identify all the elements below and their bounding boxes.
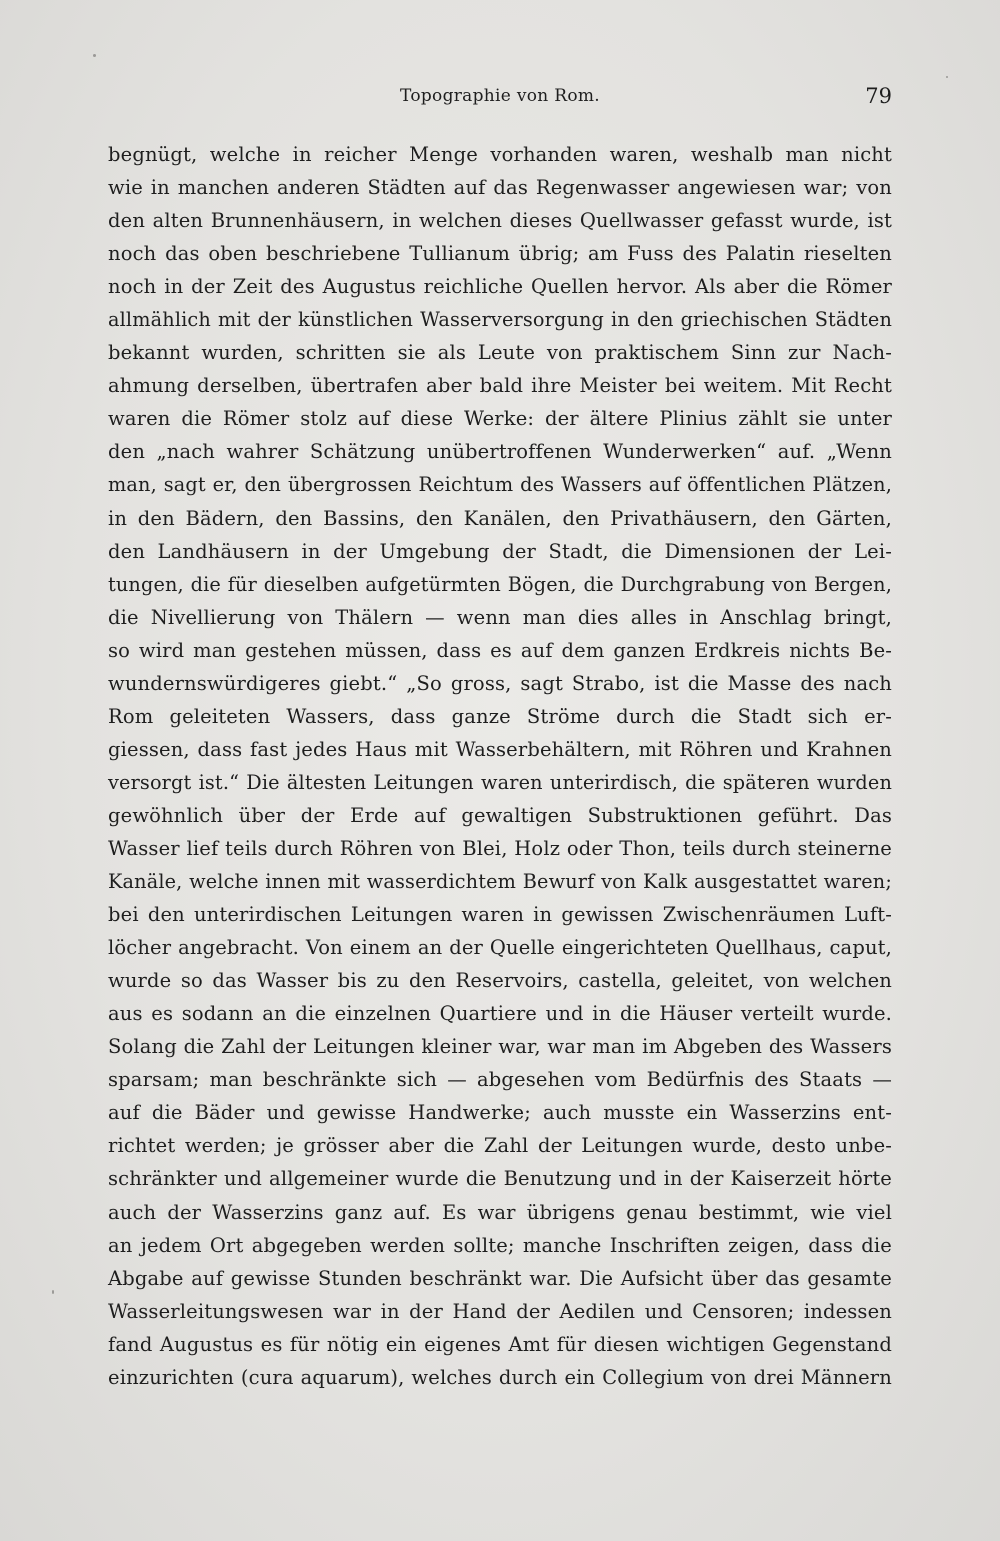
text-line: Kanäle, welche innen mit wasserdichtem Bewurf von Kalk ausgestattet waren; <box>108 870 892 894</box>
text-line: wundernswürdigeres giebt.“ „So gross, sagt Strabo, ist die Masse des nach <box>108 671 892 695</box>
page-number: 79 <box>865 84 892 108</box>
text-line: ahmung derselben, übertrafen aber bald ihre Meister bei weitem. Mit Recht <box>108 374 892 398</box>
text-line: noch in der Zeit des Augustus reichliche Quellen hervor. Als aber die Römer <box>108 275 892 299</box>
text-line: richtet werden; je grösser aber die Zahl der Leitungen wurde, desto unbe- <box>108 1134 892 1158</box>
text-line: fand Augustus es für nötig ein eigenes Amt für diesen wichtigen Gegenstand <box>108 1332 892 1356</box>
text-line: die Nivellierung von Thälern — wenn man dies alles in Anschlag bringt, <box>108 605 892 629</box>
text-line: Wasserleitungswesen war in der Hand der Aedilen und Censoren; indessen <box>108 1299 892 1323</box>
text-line: allmählich mit der künstlichen Wasserversorgung in den griechischen Städten <box>108 308 892 332</box>
text-line: bei den unterirdischen Leitungen waren in gewissen Zwischenräumen Luft- <box>108 903 892 927</box>
text-line: schränkter und allgemeiner wurde die Benutzung und in der Kaiserzeit hörte <box>108 1167 892 1191</box>
text-line: Rom geleiteten Wassers, dass ganze Ströme durch die Stadt sich er- <box>108 704 892 728</box>
running-title: Topographie von Rom. <box>400 86 600 106</box>
body-text <box>108 138 892 1394</box>
text-line: bekannt wurden, schritten sie als Leute von praktischem Sinn zur Nach- <box>108 341 892 365</box>
text-line: den „nach wahrer Schätzung unübertroffenen Wunderwerken“ auf. „Wenn <box>108 440 892 464</box>
text-line: einzurichten (cura aquarum), welches durch ein Collegium von drei Männern <box>108 1365 892 1389</box>
text-line: an jedem Ort abgegeben werden sollte; manche Inschriften zeigen, dass die <box>108 1233 892 1257</box>
text-line: sparsam; man beschränkte sich — abgesehen vom Bedürfnis des Staats — <box>108 1068 892 1092</box>
text-line: Solang die Zahl der Leitungen kleiner war, war man im Abgeben des Wassers <box>108 1035 892 1059</box>
text-line: auch der Wasserzins ganz auf. Es war übrigens genau bestimmt, wie viel <box>108 1200 892 1224</box>
text-line: in den Bädern, den Bassins, den Kanälen, den Privathäusern, den Gärten, <box>108 506 892 530</box>
text-line: wie in manchen anderen Städten auf das Regenwasser angewiesen war; von <box>108 176 892 200</box>
text-line: löcher angebracht. Von einem an der Quelle eingerichteten Quellhaus, caput, <box>108 936 892 960</box>
text-line: Abgabe auf gewisse Stunden beschränkt war. Die Aufsicht über das gesamte <box>108 1266 892 1290</box>
text-line: gewöhnlich über der Erde auf gewaltigen Substruktionen geführt. Das <box>108 803 892 827</box>
text-line: begnügt, welche in reicher Menge vorhanden waren, weshalb man nicht <box>108 143 892 166</box>
text-line: versorgt ist.“ Die ältesten Leitungen waren unterirdisch, die späteren wurden <box>108 770 892 794</box>
text-line: noch das oben beschriebene Tullianum übrig; am Fuss des Palatin rieselten <box>108 242 892 266</box>
text-line: Wasser lief teils durch Röhren von Blei, Holz oder Thon, teils durch steinerne <box>108 836 892 860</box>
text-line: giessen, dass fast jedes Haus mit Wasserbehältern, mit Röhren und Krahnen <box>108 737 892 761</box>
paper-speck <box>93 54 96 57</box>
text-line: den Landhäusern in der Umgebung der Stadt, die Dimensionen der Lei- <box>108 539 892 563</box>
text-line: aus es sodann an die einzelnen Quartiere und in die Häuser verteilt wurde. <box>108 1002 892 1026</box>
text-line: so wird man gestehen müssen, dass es auf dem ganzen Erdkreis nichts Be- <box>108 638 892 662</box>
page-header <box>108 86 892 116</box>
text-line: waren die Römer stolz auf diese Werke: der ältere Plinius zählt sie unter <box>108 407 892 431</box>
paper-speck <box>946 76 948 78</box>
text-line: tungen, die für dieselben aufgetürmten Bögen, die Durchgrabung von Bergen, <box>108 572 892 596</box>
paper-speck <box>52 1290 54 1294</box>
text-line: den alten Brunnenhäusern, in welchen dieses Quellwasser gefasst wurde, ist <box>108 209 892 233</box>
text-line: auf die Bäder und gewisse Handwerke; auch musste ein Wasserzins ent- <box>108 1101 892 1125</box>
text-line: wurde so das Wasser bis zu den Reservoirs, castella, geleitet, von welchen <box>108 969 892 993</box>
text-line: man, sagt er, den übergrossen Reichtum des Wassers auf öffentlichen Plätzen, <box>108 473 892 497</box>
